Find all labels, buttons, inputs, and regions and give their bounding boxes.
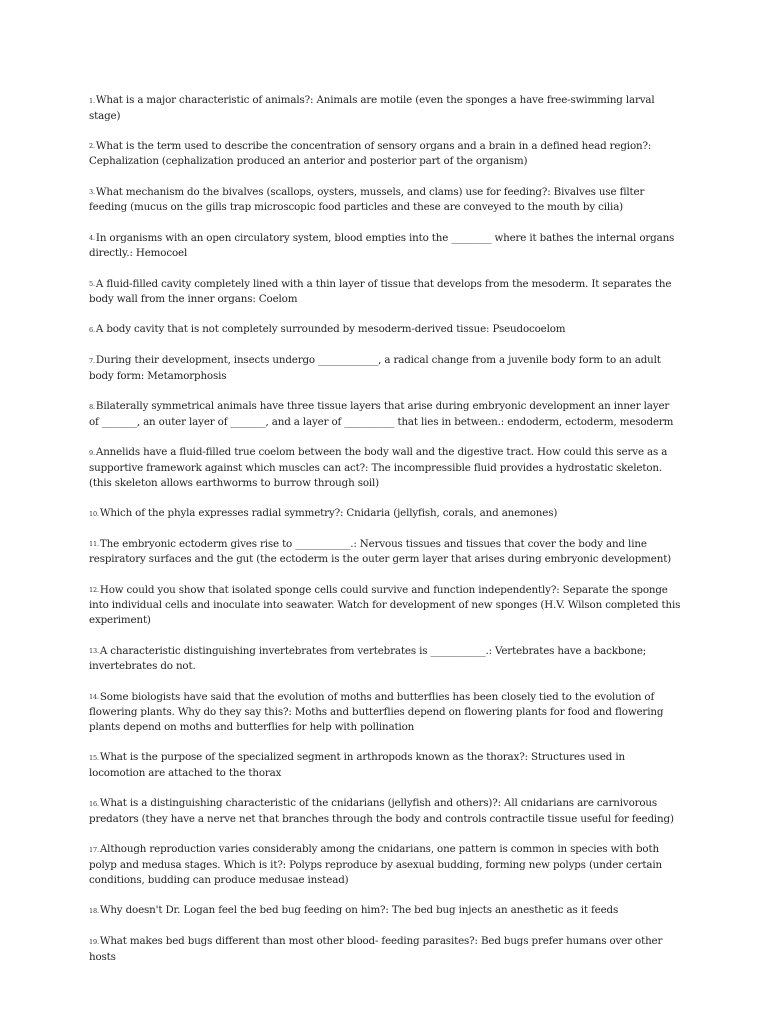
item-text: Bilaterally symmetrical animals have three tissue layers that arise during embryonic development an inner layer of _______, an outer layer of _______, and a layer of __________ that lies in between.: endoderm, ectoderm, mesoderm [89,400,674,428]
item-text: What is the term used to describe the concentration of sensory organs and a brain in a defined head region?: Cephalization (cephalization produced an anterior and posterior part of the organism) [89,139,652,168]
item-number: 7. [89,356,95,365]
list-item [89,537,681,568]
list-item [89,399,681,430]
item-text: Although reproduction varies considerably among the cnidarians, one pattern is common in species with both polyp and medusa stages. Which is it?: Polyps reproduce by asexual budding, forming new polyps (under certain conditions, budding can produce medusae instead) [89,843,662,886]
item-text: How could you show that isolated sponge cells could survive and function independently?: Separate the sponge into individual cells and inoculate into seawater. Watch for development of new sponges (H.V. Wilson completed this experiment) [89,583,681,627]
list-item [89,93,681,124]
item-number: 12. [89,586,99,595]
list-item [89,903,681,919]
item-number: 8. [89,402,95,411]
item-number: 2. [89,142,95,151]
list-item [89,842,681,888]
item-number: 13. [89,647,99,656]
list-item [89,277,681,308]
list-item [89,353,681,384]
item-text: Why doesn't Dr. Logan feel the bed bug feeding on him?: The bed bug injects an anesthetic as it feeds [99,904,619,917]
flashcard-list [89,93,681,980]
item-text: In organisms with an open circulatory system, blood empties into the ________ where it bathes the internal organs directly.: Hemocoel [89,231,675,260]
list-item [89,934,681,965]
list-item [89,583,681,629]
item-text: What is a major characteristic of animals?: Animals are motile (even the sponges a have free-swimming larval stage) [89,94,655,122]
item-number: 16. [89,799,99,808]
item-number: 3. [89,188,95,197]
list-item [89,185,681,216]
item-text: What makes bed bugs different than most other blood- feeding parasites?: Bed bugs prefer humans over other hosts [89,935,663,963]
item-number: 11. [89,540,99,549]
list-item [89,322,681,338]
list-item [89,506,681,522]
list-item [89,644,681,675]
item-text: Which of the phyla expresses radial symmetry?: Cnidaria (jellyfish, corals, and anemones) [99,507,558,520]
list-item [89,231,681,262]
list-item [89,139,681,170]
item-number: 4. [89,234,95,243]
item-number: 17. [89,845,99,854]
item-text: Some biologists have said that the evolution of moths and butterflies has been closely tied to the evolution of flowering plants. Why do they say this?: Moths and butterflies depend on flowering plants for food and flowering plants depend on moths and butterflies for help with pollination [89,690,664,734]
item-number: 18. [89,906,99,915]
list-item [89,690,681,736]
item-text: The embryonic ectoderm gives rise to ___________.: Nervous tissues and tissues that cover the body and line respiratory surfaces and the gut (the ectoderm is the outer germ layer that arises during embryonic development) [89,537,672,566]
item-text: What mechanism do the bivalves (scallops, oysters, mussels, and clams) use for feeding?: Bivalves use filter feeding (mucus on the gills trap microscopic food particles and these are conveyed to the mouth by cilia) [89,185,645,214]
item-number: 6. [89,325,95,334]
item-number: 9. [89,448,95,457]
list-item [89,445,681,491]
item-number: 15. [89,753,99,762]
item-text: A body cavity that is not completely surrounded by mesoderm-derived tissue: Pseudocoelom [95,323,566,336]
list-item [89,796,681,827]
item-number: 5. [89,280,95,289]
item-text: A fluid-filled cavity completely lined with a thin layer of tissue that develops from the mesoderm. It separates the body wall from the inner organs: Coelom [89,277,672,306]
item-number: 10. [89,509,99,518]
item-text: Annelids have a fluid-filled true coelom between the body wall and the digestive tract. How could this serve as a supportive framework against which muscles can act?: The incompressible fluid provides a hydrostatic skeleton. (this skeleton allows earthworms to burrow through soil) [89,446,668,489]
item-number: 19. [89,937,99,946]
item-text: What is the purpose of the specialized segment in arthropods known as the thorax?: Structures used in locomotion are attached to the thorax [89,751,625,779]
item-number: 14. [89,693,99,702]
item-text: During their development, insects undergo ____________, a radical change from a juvenile body form to an adult body form: Metamorphosis [89,354,661,382]
list-item [89,750,681,781]
item-text: What is a distinguishing characteristic of the cnidarians (jellyfish and others)?: All cnidarians are carnivorous predators (they have a nerve net that branches through the body and controls contractile tissue useful for feeding) [89,797,674,825]
item-number: 1. [89,96,95,105]
item-text: A characteristic distinguishing invertebrates from vertebrates is ___________.: Vertebrates have a backbone; invertebrates do not. [89,644,647,673]
